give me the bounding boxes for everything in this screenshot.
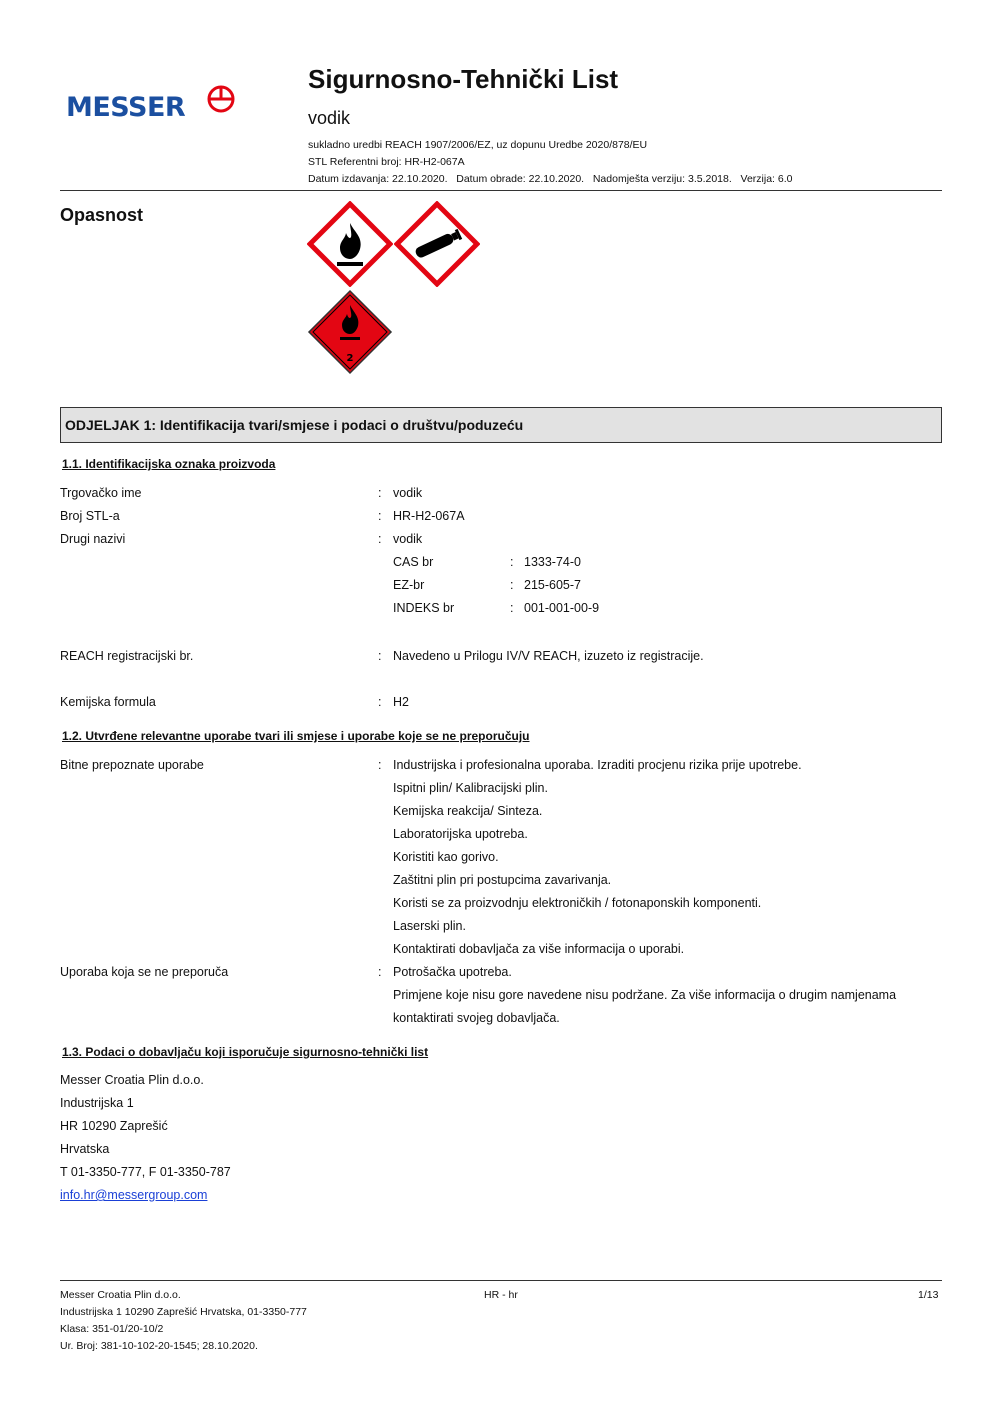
colon: : <box>510 555 514 569</box>
signal-word: Opasnost <box>60 205 144 225</box>
use-item: Industrijska i profesionalna uporaba. Izraditi procjenu rizika prije upotrebe. <box>393 758 802 772</box>
cas-value: 1333-74-0 <box>524 555 581 569</box>
colon: : <box>510 601 514 615</box>
sds-number-value: HR-H2-067A <box>393 509 465 523</box>
footer-language: HR - hr <box>484 1289 518 1301</box>
trade-name-value: vodik <box>393 486 423 500</box>
not-recommended-item: Potrošačka upotreba. <box>393 965 512 979</box>
colon: : <box>510 578 514 592</box>
subsection-1-3-heading: 1.3. Podaci o dobavljaču koji isporučuje sigurnosno-tehnički list <box>62 1045 429 1059</box>
colon: : <box>378 758 382 772</box>
footer-company: Messer Croatia Plin d.o.o. <box>60 1289 181 1301</box>
other-names-value: vodik <box>393 532 423 546</box>
flammable-gas-class2-icon <box>307 289 393 375</box>
use-item: Kontaktirati dobavljača za više informacija o uporabi. <box>393 942 685 956</box>
use-item: Ispitni plin/ Kalibracijski plin. <box>393 781 548 795</box>
colon: : <box>378 509 382 523</box>
subsection-1-2-heading: 1.2. Utvrđene relevantne uporabe tvari ili smjese i uporabe koje se ne preporučuju <box>62 729 530 743</box>
ec-label: EZ-br <box>393 578 425 592</box>
reach-value: Navedeno u Prilogu IV/V REACH, izuzeto iz registracije. <box>393 649 704 663</box>
formula-label: Kemijska formula <box>60 695 156 709</box>
colon: : <box>378 695 382 709</box>
use-item: Laserski plin. <box>393 919 466 933</box>
section-1-header <box>60 407 942 443</box>
messer-emblem-icon <box>206 84 236 114</box>
logo-text: MESSER <box>66 92 186 123</box>
meta-regulation: sukladno uredbi REACH 1907/2006/EZ, uz dopunu Uredbe 2020/878/EU <box>308 139 648 151</box>
cas-label: CAS br <box>393 555 434 569</box>
not-recommended-item: Primjene koje nisu gore navedene nisu podržane. Za više informacija o drugim namjenama <box>393 988 897 1002</box>
messer-logo <box>66 82 236 124</box>
section-1-title: ODJELJAK 1: Identifikacija tvari/smjese i podaci o društvu/poduzeću <box>65 417 524 433</box>
flame-icon <box>307 201 393 287</box>
use-item: Koristi se za proizvodnju elektroničkih / fotonaponskih komponenti. <box>393 896 762 910</box>
reach-label: REACH registracijski br. <box>60 649 194 663</box>
gas-cylinder-icon <box>394 201 480 287</box>
not-recommended-item: kontaktirati svojeg dobavljača. <box>393 1011 560 1025</box>
footer-ref-number: Ur. Broj: 381-10-102-20-1545; 28.10.2020. <box>60 1340 258 1352</box>
product-name: vodik <box>308 108 351 128</box>
footer-address: Industrijska 1 10290 Zaprešić Hrvatska, 01-3350-777 <box>60 1306 307 1318</box>
header-divider <box>60 190 942 191</box>
identified-uses-label: Bitne prepoznate uporabe <box>60 758 204 772</box>
use-item: Koristiti kao gorivo. <box>393 850 499 864</box>
supplier-street: Industrijska 1 <box>60 1096 134 1110</box>
class-number: 2 <box>346 353 354 364</box>
supplier-country: Hrvatska <box>60 1142 110 1156</box>
formula-value: H2 <box>393 695 409 709</box>
page-number: 1/13 <box>918 1289 939 1301</box>
colon: : <box>378 965 382 979</box>
use-item: Kemijska reakcija/ Sinteza. <box>393 804 543 818</box>
use-item: Laboratorijska upotreba. <box>393 827 528 841</box>
index-value: 001-001-00-9 <box>524 601 600 615</box>
subsection-1-1-heading: 1.1. Identifikacijska oznaka proizvoda <box>62 457 276 471</box>
sds-number-label: Broj STL-a <box>60 509 120 523</box>
colon: : <box>378 532 382 546</box>
colon: : <box>378 486 382 500</box>
meta-reference: STL Referentni broj: HR-H2-067A <box>308 156 465 168</box>
footer-divider <box>60 1280 942 1281</box>
document-title: Sigurnosno-Tehnički List <box>308 64 619 94</box>
supplier-email-link[interactable]: info.hr@messergroup.com <box>60 1188 208 1202</box>
index-label: INDEKS br <box>393 601 455 615</box>
trade-name-label: Trgovačko ime <box>60 486 142 500</box>
supplier-city: HR 10290 Zaprešić <box>60 1119 168 1133</box>
footer-class: Klasa: 351-01/20-10/2 <box>60 1323 164 1335</box>
supplier-phone: T 01-3350-777, F 01-3350-787 <box>60 1165 231 1179</box>
not-recommended-label: Uporaba koja se ne preporuča <box>60 965 229 979</box>
colon: : <box>378 649 382 663</box>
supplier-name: Messer Croatia Plin d.o.o. <box>60 1073 204 1087</box>
meta-dates: Datum izdavanja: 22.10.2020. Datum obrade: 22.10.2020. Nadomješta verziju: 3.5.2018. Verzija: 6.0 <box>308 173 793 185</box>
ec-value: 215-605-7 <box>524 578 581 592</box>
other-names-label: Drugi nazivi <box>60 532 126 546</box>
use-item: Zaštitni plin pri postupcima zavarivanja. <box>393 873 612 887</box>
